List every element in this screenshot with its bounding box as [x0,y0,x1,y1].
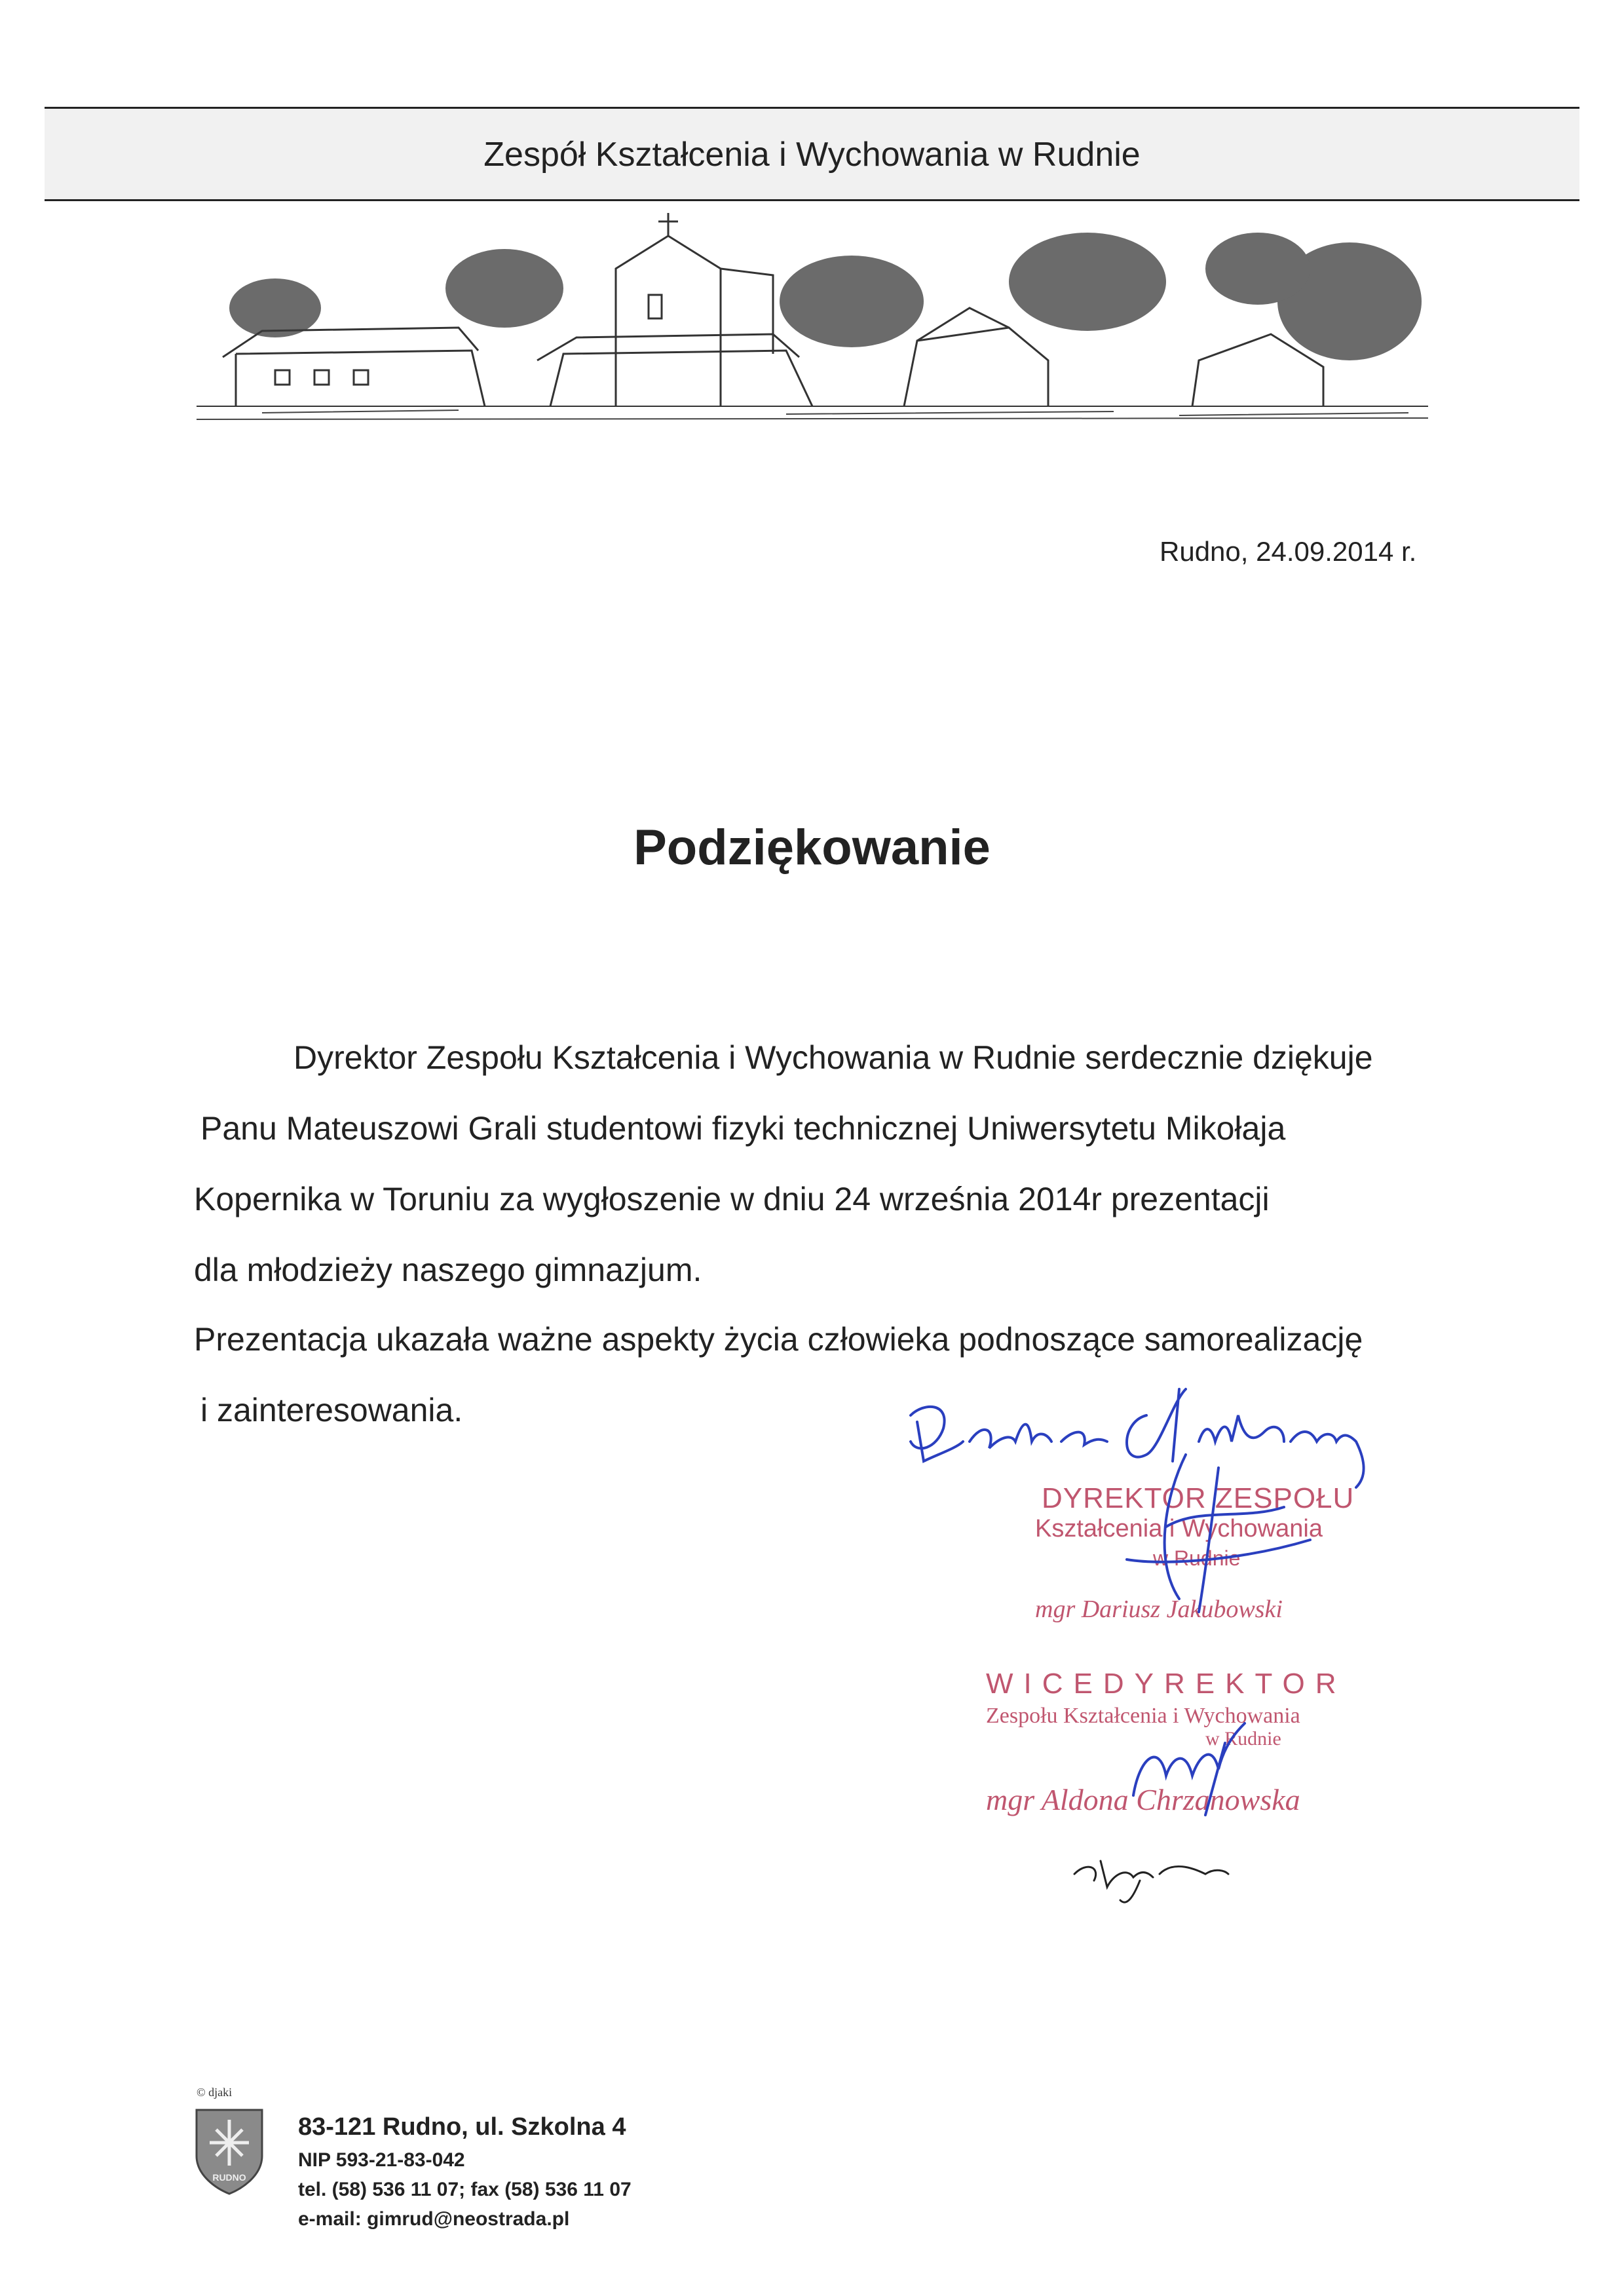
vice-director-stamp-name: mgr Aldona Chrzanowska [986,1783,1300,1816]
letterhead-band [45,107,1579,201]
additional-signature [1061,1835,1232,1913]
vice-director-stamp-line3: w Rudnie [1205,1728,1281,1750]
footer-nip: NIP 593-21-83-042 [298,2149,465,2171]
svg-text:RUDNO: RUDNO [212,2172,246,2183]
school-crest-logo [190,2103,269,2195]
body-line-6: i zainteresowania. [200,1392,463,1428]
director-stamp-line2: Kształcenia i Wychowania [1035,1515,1323,1542]
letter-date: Rudno, 24.09.2014 r. [1160,536,1417,567]
vice-director-signature [1114,1717,1258,1822]
body-line-1: Dyrektor Zespołu Kształcenia i Wychowania w Rudnie serdecznie dziękuje [293,1039,1373,1076]
body-line-4: dla młodzieży naszego gimnazjum. [194,1252,702,1288]
director-stamp-title: DYREKTOR ZESPOŁU [1042,1482,1355,1514]
footer-email: e-mail: gimrud@neostrada.pl [298,2208,570,2230]
body-line-5: Prezentacja ukazała ważne aspekty życia człowieka podnoszące samorealizację [194,1321,1363,1358]
logo-copyright: © djaki [197,2086,233,2099]
letterhead-title: Zespół Kształcenia i Wychowania w Rudnie [483,136,1141,174]
footer-address: 83-121 Rudno, ul. Szkolna 4 [298,2113,626,2141]
vice-director-stamp-line2: Zespołu Kształcenia i Wychowania [986,1704,1300,1728]
director-stamp-line3: w Rudnie [1153,1546,1241,1570]
vice-director-stamp-title: WICEDYREKTOR [986,1668,1347,1700]
director-stamp-name: mgr Dariusz Jakubowski [1035,1596,1283,1623]
village-sketch-illustration [197,210,1428,432]
body-line-2: Panu Mateuszowi Grali studentowi fizyki technicznej Uniwersytetu Mikołaja [200,1110,1286,1147]
letter-title: Podziękowanie [633,820,991,875]
director-signature [1048,1428,1350,1625]
body-line-3: Kopernika w Toruniu za wygłoszenie w dniu 24 września 2014r prezentacji [194,1181,1270,1217]
footer-phone: tel. (58) 536 11 07; fax (58) 536 11 07 [298,2179,632,2200]
